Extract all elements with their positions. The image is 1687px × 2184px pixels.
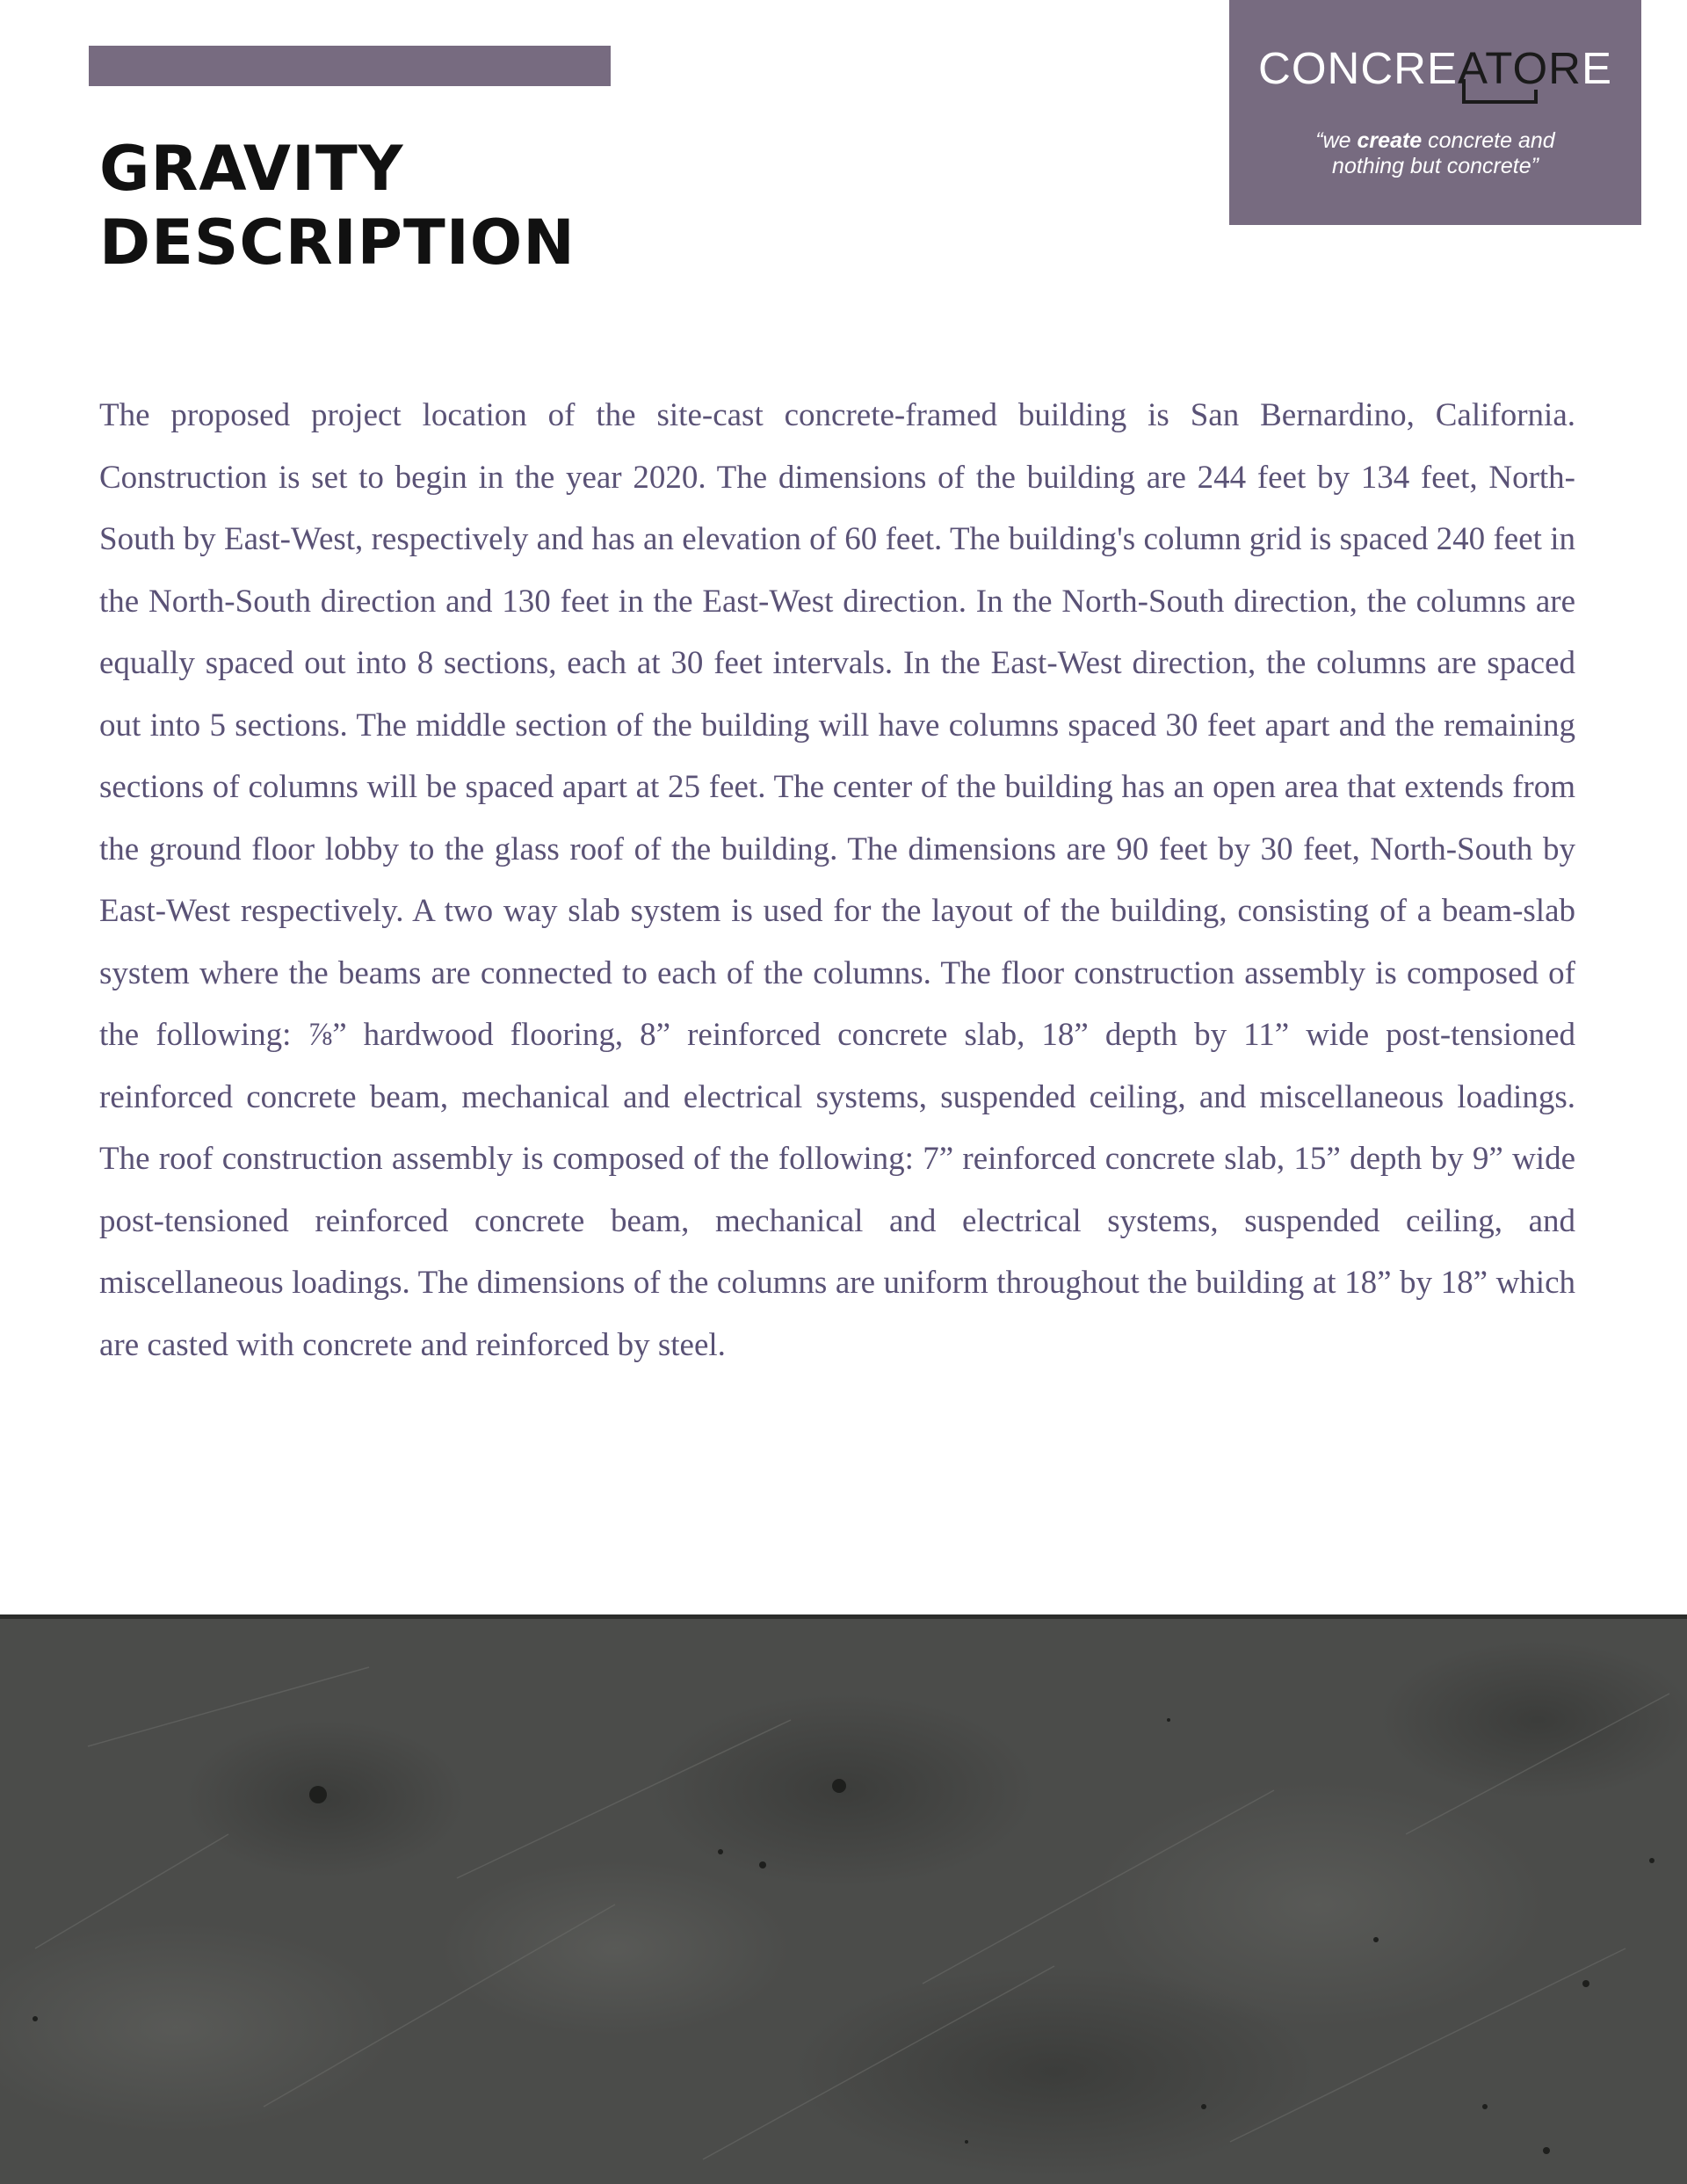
body-paragraph: The proposed project location of the site-cast concrete-framed building is San Bernardino, California. Construction is set to begin in the year 2020. The dimensions of the building are 244 feet by 134 feet, North-South by East-West, respectively and has an elevation of 60 feet. The building's column grid is spaced 240 feet in the North-South direction and 130 feet in the East-West direction. In the North-South direction, the columns are equally spaced out into 8 sections, each at 30 feet intervals. In the East-West direction, the columns are spaced out into 5 sections. The middle section of the building will have columns spaced 30 feet apart and the remaining sections of columns will be spaced apart at 25 feet. The center of the building has an open area that extends from the ground floor lobby to the glass roof of the building. The dimensions are 90 feet by 30 feet, North-South by East-West respectively. A two way slab system is used for the layout of the building, consisting of a beam-slab system where the beams are connected to each of the columns. The floor construction assembly is composed of the following: ⅞” hardwood flooring, 8” reinforced concrete slab, 18” depth by 11” wide post-tensioned reinforced concrete beam, mechanical and electrical systems, suspended ceiling, and miscellaneous loadings. The roof construction assembly is composed of the following: 7” reinforced concrete slab, 15” depth by 9” wide post-tensioned reinforced concrete beam, mechanical and electrical systems, suspended ceiling, and miscellaneous loadings. The dimensions of the columns are uniform throughout the building at 18” by 18” which are casted with concrete and reinforced by steel. [99,397,1575,1363]
page-title [99,132,576,279]
brand-box [1229,0,1641,225]
page-title-line-1: GRAVITY [99,133,404,205]
concrete-texture-image [0,1614,1687,2184]
tagline-emphasis: create [1357,128,1423,153]
brand-logo [1229,44,1641,93]
brand-logo-accent: ATOR [1458,43,1582,93]
logo-bracket-icon [1460,79,1539,105]
page-title-line-2: DESCRIPTION [99,207,576,279]
brand-tagline [1229,128,1641,179]
header-accent-bar [89,46,611,86]
brand-tagline-line-1 [1229,128,1641,154]
tagline-text-start: “we [1315,128,1358,153]
brand-logo-part-1: CONCRE [1257,43,1458,93]
brand-tagline-line-2: nothing but concrete” [1332,154,1539,178]
tagline-text-end: concrete and [1422,128,1555,153]
concrete-texture-graphic [0,1614,1687,2184]
brand-logo-part-2: E [1581,43,1612,93]
